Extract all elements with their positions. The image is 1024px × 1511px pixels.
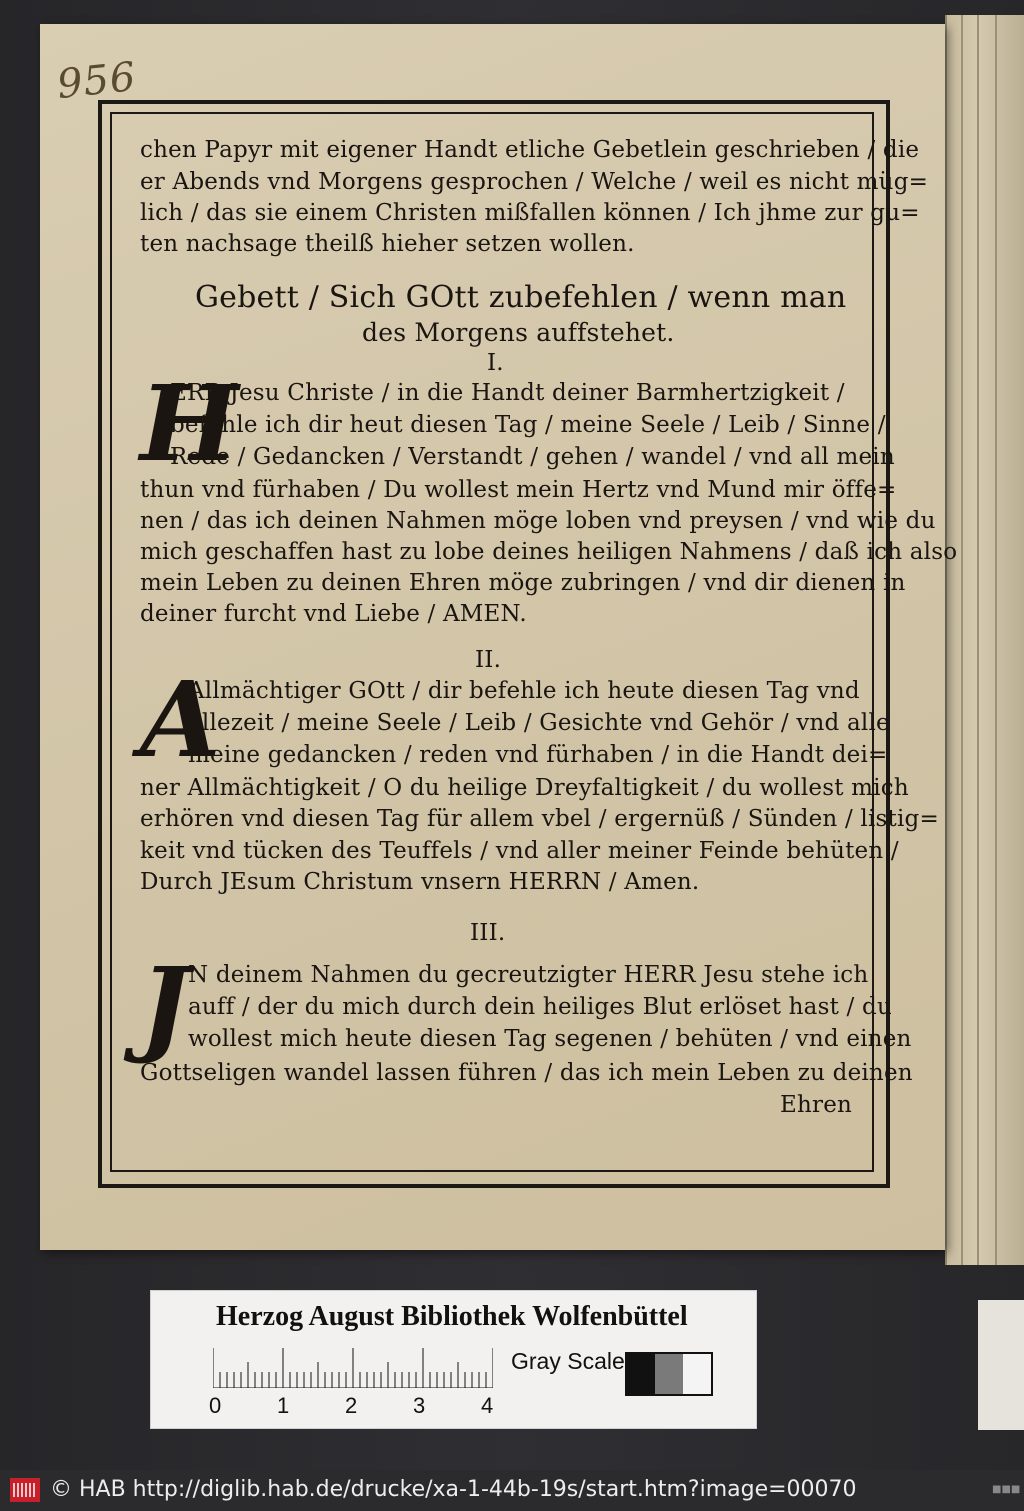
hab-logo-icon xyxy=(10,1478,40,1502)
prayer-line: wollest mich heute diesen Tag segenen / behüten / vnd einen xyxy=(188,1026,912,1052)
footer-marker: ■■■ xyxy=(992,1484,1021,1495)
scale-card xyxy=(150,1290,757,1429)
prayer-line: N deinem Nahmen du gecreutzigter HERR Jesu stehe ich xyxy=(188,962,869,988)
prayer-line: Gottseligen wandel lassen führen / das ich mein Leben zu deinen xyxy=(140,1060,913,1086)
folio-number: 956 xyxy=(54,53,139,109)
prayer-line: deiner furcht vnd Liebe / AMEN. xyxy=(140,601,527,627)
prayer-line: nen / das ich deinen Nahmen möge loben vnd preysen / vnd wie du xyxy=(140,508,936,534)
prayer-line: keit vnd tücken des Teuffels / vnd aller meiner Feinde behüten / xyxy=(140,838,899,864)
prayer-line: thun vnd fürhaben / Du wollest mein Hertz vnd Mund mir öffe= xyxy=(140,477,897,503)
prayer-line: meine gedancken / reden vnd fürhaben / in die Handt dei= xyxy=(188,742,888,768)
prayer-line: Durch JEsum Christum vnsern HERRN / Amen. xyxy=(140,869,700,895)
dropcap-initial: A xyxy=(140,658,221,781)
dropcap-initial: J xyxy=(140,944,190,1067)
prayer-line: mein Leben zu deinen Ehren möge zubringen / vnd dir dienen in xyxy=(140,570,906,596)
heading-line: Gebett / Sich GOtt zubefehlen / wenn man xyxy=(195,280,847,315)
ruler-scale xyxy=(213,1348,493,1388)
prayer-numeral: II. xyxy=(475,647,502,673)
prayer-numeral: III. xyxy=(470,920,506,946)
catchword: Ehren xyxy=(780,1092,853,1118)
prayer-line: erhören vnd diesen Tag für allem vbel / ergernüß / Sünden / listig= xyxy=(140,806,939,832)
ruler-digit: 0 xyxy=(209,1393,222,1418)
prayer-line: Rede / Gedancken / Verstandt / gehen / wandel / vnd all mein xyxy=(170,444,895,470)
prayer-line: Allmächtiger GOtt / dir befehle ich heute diesen Tag vnd xyxy=(188,678,860,704)
prayer-line: allezeit / meine Seele / Leib / Gesichte vnd Gehör / vnd alle xyxy=(188,710,890,736)
prayer-line: mich geschaffen hast zu lobe deines heiligen Nahmens / daß ich also xyxy=(140,539,958,565)
grayscale-label: Gray Scale xyxy=(511,1348,625,1374)
prayer-line: befehle ich dir heut diesen Tag / meine Seele / Leib / Sinne / xyxy=(170,412,886,438)
library-title: Herzog August Bibliothek Wolfenbüttel xyxy=(216,1301,688,1332)
copyright-link[interactable]: © HAB http://diglib.hab.de/drucke/xa-1-44b-19s/start.htm?image=00070 xyxy=(50,1477,857,1502)
subheading-line: des Morgens auffstehet. xyxy=(362,318,675,347)
intro-line: er Abends vnd Morgens gesprochen / Welche / weil es nicht müg= xyxy=(140,169,929,195)
swatch-black xyxy=(627,1354,655,1394)
grayscale-swatches xyxy=(625,1352,713,1396)
prayer-line: ERR Jesu Christe / in die Handt deiner Barmhertzigkeit / xyxy=(170,380,845,406)
swatch-white xyxy=(683,1354,711,1394)
intro-line: lich / das sie einem Christen mißfallen können / Ich jhme zur gu= xyxy=(140,200,920,226)
prayer-line: ner Allmächtigkeit / O du heilige Dreyfaltigkeit / du wollest mich xyxy=(140,775,909,801)
ruler-digit: 1 xyxy=(277,1393,290,1418)
ruler-digit: 2 xyxy=(345,1393,358,1418)
swatch-gray xyxy=(655,1354,683,1394)
intro-line: chen Papyr mit eigener Handt etliche Gebetlein geschrieben / die xyxy=(140,137,920,163)
intro-line: ten nachsage theilß hieher setzen wollen. xyxy=(140,231,635,257)
dropcap-initial: H xyxy=(140,362,239,485)
ruler-digit: 3 xyxy=(413,1393,426,1418)
footer-bar xyxy=(0,1470,1024,1511)
prayer-numeral: I. xyxy=(487,350,504,376)
prayer-line: auff / der du mich durch dein heiliges Blut erlöset hast / du xyxy=(188,994,892,1020)
ruler-digit: 4 xyxy=(481,1393,494,1418)
adjacent-page-edge xyxy=(945,15,1024,1265)
adjacent-scale-card xyxy=(978,1300,1024,1430)
